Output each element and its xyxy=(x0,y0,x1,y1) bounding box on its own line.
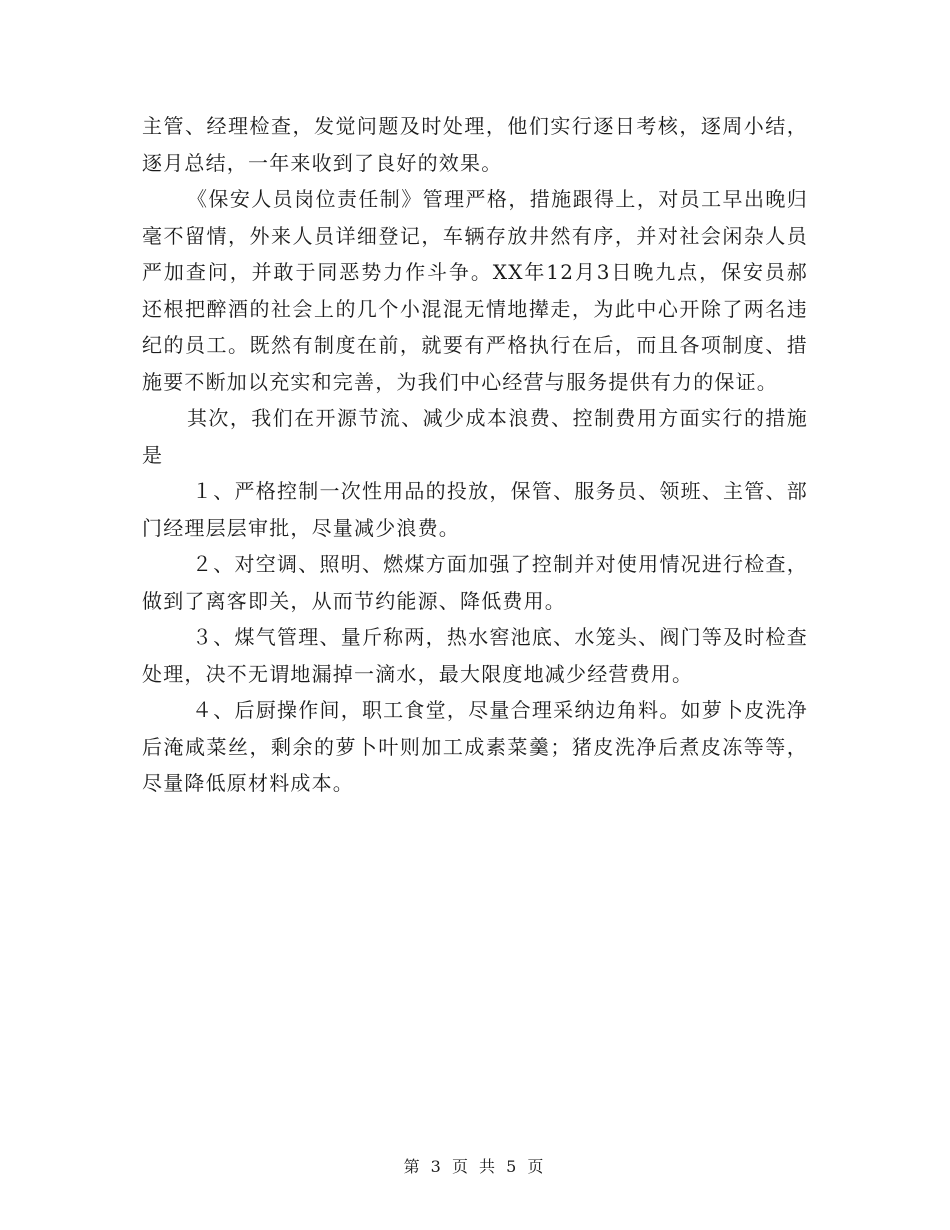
list-item-kitchen: ４、后厨操作间，职工食堂，尽量合理采纳边角料。如萝卜皮洗净后淹咸菜丝，剩余的萝卜叶则加工成素菜羹；猪皮洗净后煮皮冻等等，尽量降低原材料成本。 xyxy=(142,698,808,795)
paragraph-continuation: 主管、经理检查，发觉问题及时处理，他们实行逐日考核，逐周小结，逐月总结，一年来收到了良好的效果。 xyxy=(142,114,808,175)
list-item-disposables: １、严格控制一次性用品的投放，保管、服务员、领班、主管、部门经理层层审批，尽量减少浪费。 xyxy=(142,479,808,540)
list-item-energy: ２、对空调、照明、燃煤方面加强了控制并对使用情况进行检查，做到了离客即关，从而节约能源、降低费用。 xyxy=(142,552,808,613)
paragraph-cost-measures-intro: 其次，我们在开源节流、减少成本浪费、控制费用方面实行的措施是 xyxy=(142,406,808,467)
document-body xyxy=(142,108,808,802)
page-number-footer: 第 3 页 共 5 页 xyxy=(403,1157,547,1176)
list-item-gas-water: ３、煤气管理、量斤称两，热水窖池底、水笼头、阀门等及时检查处理，决不无谓地漏掉一滴水，最大限度地减少经营费用。 xyxy=(142,625,808,686)
paragraph-security-responsibility: 《保安人员岗位责任制》管理严格，措施跟得上，对员工早出晚归毫不留情，外来人员详细登记，车辆存放井然有序，并对社会闲杂人员严加查问，并敢于同恶势力作斗争。XX年12月3日晚九点，保安员郝还根把醉酒的社会上的几个小混混无情地撵走，为此中心开除了两名违纪的员工。既然有制度在前，就要有严格执行在后，而且各项制度、措施要不断加以充实和完善，为我们中心经营与服务提供有力的保证。 xyxy=(142,187,808,394)
